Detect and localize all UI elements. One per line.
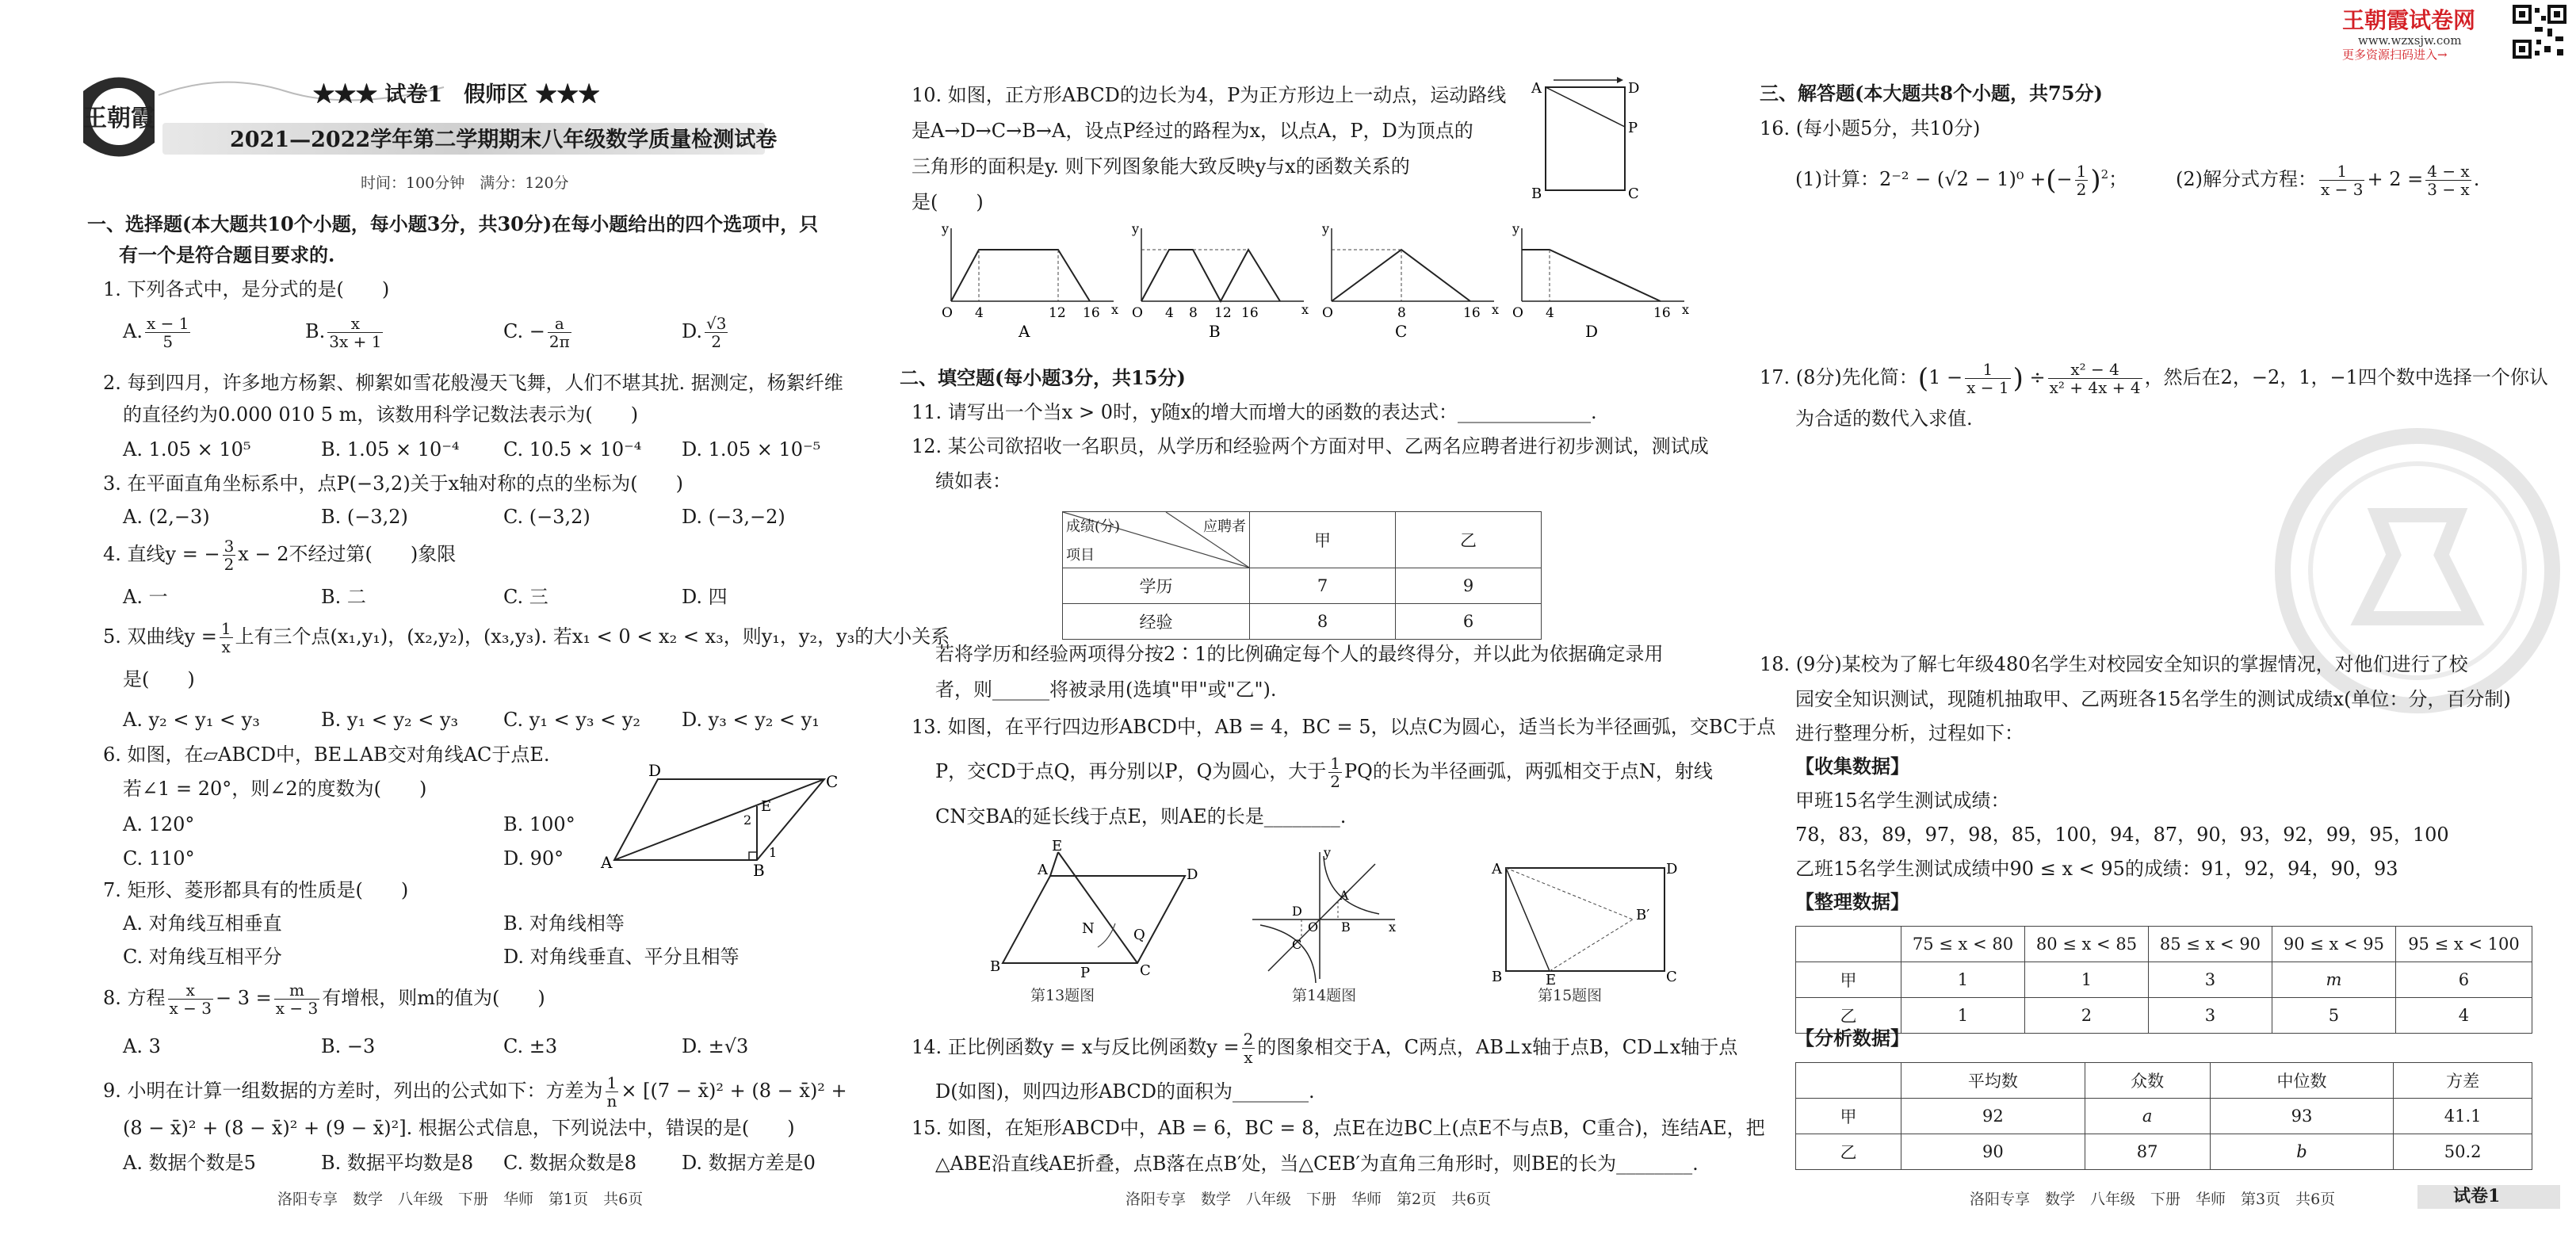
q10-graph-a xyxy=(941,221,1118,341)
q14-line2: D(如图)，则四边形ABCD的面积为________. xyxy=(935,1080,1315,1103)
section1-heading: 一、选择题(本大题共10个小题，每小题3分，共30分)在每小题给出的四个选项中，只 xyxy=(87,212,819,235)
table-cell: 甲 xyxy=(1796,1099,1901,1134)
q2-option-a: A. 1.05 × 10⁵ xyxy=(123,438,251,461)
table-row xyxy=(1796,1134,2532,1170)
svg-text:y: y xyxy=(1322,221,1330,236)
q6-line2: 若∠1 = 20°，则∠2的度数为( ) xyxy=(123,778,427,800)
table-cell: 41.1 xyxy=(2394,1099,2532,1134)
table-row xyxy=(1796,962,2532,998)
table-header-cell: 平均数 xyxy=(1901,1063,2085,1099)
q12-corner-score: 成绩(分) xyxy=(1066,518,1121,535)
svg-text:C: C xyxy=(826,772,839,791)
table-cell: m xyxy=(2272,962,2395,998)
q8-option-b: B. −3 xyxy=(321,1035,376,1057)
fig13-parallelogram xyxy=(979,838,1198,987)
fig14-graph xyxy=(1244,844,1403,987)
q12-table-corner xyxy=(1063,512,1250,568)
q2-option-c: C. 10.5 × 10⁻⁴ xyxy=(503,438,642,461)
q11-text: 11. 请写出一个当x > 0时，y随x的增大而增大的函数的表达式：______________. xyxy=(912,401,1597,423)
q18-analyze-table xyxy=(1795,1062,2532,1170)
q6-parallelogram-figure xyxy=(594,761,840,880)
svg-text:12: 12 xyxy=(1049,305,1066,321)
table-header-row xyxy=(1796,1063,2532,1099)
svg-text:4: 4 xyxy=(975,305,984,321)
q14-line1: 14. 正比例函数y = x与反比例函数y = $\frac{2}{x}$ 的图象相交于A，C两点，AB⊥x轴于点B，CD⊥x轴于点 xyxy=(912,1030,1738,1067)
q12-col-yi: 乙 xyxy=(1396,512,1542,568)
exam-meta: 时间：100分钟 满分：120分 xyxy=(361,174,569,192)
svg-text:y: y xyxy=(1324,845,1332,860)
svg-text:x: x xyxy=(1301,302,1309,317)
q12-corner-item: 项目 xyxy=(1066,547,1095,564)
q12-row-experience: 经验 xyxy=(1063,604,1250,640)
q18-line2: 园安全知识测试，现随机抽取甲、乙两班各15名学生的测试成绩x(单位：分，百分制) xyxy=(1795,688,2511,710)
fig14-caption: 第14题图 xyxy=(1292,987,1357,1004)
q18-collect-2: 78，83，89，97，98，85，100，94，87，90，93，92，99，95，100 xyxy=(1795,824,2449,846)
table-cell xyxy=(1796,927,1901,962)
q15-line2: △ABE沿直线AE折叠，点B落在点B′处，当△CEB′为直角三角形时，则BE的长为________. xyxy=(935,1153,1699,1175)
q18-collect-3: 乙班15名学生测试成绩中90 ≤ x < 95的成绩：91，92，94，90，93 xyxy=(1795,858,2398,880)
q10-graph-d xyxy=(1512,221,1689,341)
q10-graph-b xyxy=(1131,221,1309,341)
q12-corner-applicant: 应聘者 xyxy=(1203,518,1246,535)
q9-line1: 9. 小明在计算一组数据的方差时，列出的公式如下：方差为 $\frac{1}{n}$ × [(7 − x̄)² + (8 − x̄)² + xyxy=(103,1073,847,1111)
q18-organize-heading: 【整理数据】 xyxy=(1795,890,1909,913)
footer-page-3: 洛阳专享 数学 八年级 下册 华师 第3页 共6页 xyxy=(1970,1191,2336,1208)
svg-text:B: B xyxy=(1492,969,1503,985)
table-cell: 1 xyxy=(2024,962,2148,998)
q16-part1: (1)计算：2⁻² − (√2 − 1)⁰ +(− $\frac{1}{2}$ )$^2$； xyxy=(1795,162,2128,199)
fig13-caption: 第13题图 xyxy=(1030,987,1095,1004)
q6-option-c: C. 110° xyxy=(123,847,195,870)
table-row xyxy=(1063,604,1542,640)
q15-line1: 15. 如图，在矩形ABCD中，AB = 6，BC = 8，点E在边BC上(点E不与点B，C重合)，连结AE，把 xyxy=(912,1117,1765,1139)
q3-option-d: D. (−3,−2) xyxy=(682,506,785,528)
q9-option-b: B. 数据平均数是8 xyxy=(321,1152,474,1174)
svg-text:D: D xyxy=(1292,904,1302,919)
table-header-cell: 方差 xyxy=(2394,1063,2532,1099)
paper-tag: 试卷1 xyxy=(2453,1186,2501,1206)
table-cell: 甲 xyxy=(1796,962,1901,998)
q12-line1: 12. 某公司欲招收一名职员，从学历和经验两个方面对甲、乙两名应聘者进行初步测试，测试成 xyxy=(912,435,1709,457)
exam-label: ★★★ 试卷1 假师区 ★★★ xyxy=(313,82,600,107)
svg-text:16: 16 xyxy=(1463,305,1481,321)
svg-text:O: O xyxy=(1322,305,1333,321)
table-cell: 6 xyxy=(2395,962,2532,998)
svg-text:12: 12 xyxy=(1214,305,1232,321)
q9-option-c: C. 数据众数是8 xyxy=(503,1152,637,1174)
table-cell: 乙 xyxy=(1796,998,1901,1034)
svg-text:16: 16 xyxy=(1241,305,1259,321)
svg-text:P: P xyxy=(1080,965,1091,981)
q8-stem: 8. 方程 $\frac{x}{x - 3}$ − 3 = $\frac{m}{x - 3}$ 有增根，则m的值为( ) xyxy=(103,981,545,1018)
q1-option-b: B. $\frac{x}{3x + 1}$ xyxy=(305,314,382,351)
table-header-cell: 90 ≤ x < 95 xyxy=(2272,927,2395,962)
table-cell: 6 xyxy=(1396,604,1542,640)
q10-option-graphs xyxy=(935,222,1696,341)
q13-line1: 13. 如图，在平行四边形ABCD中，AB = 4，BC = 5，以点C为圆心，适当长为半径画弧，交BC于点 xyxy=(912,716,1776,738)
q18-line1: 18. (9分)某校为了解七年级480名学生对校园安全知识的掌握情况，对他们进行了校 xyxy=(1760,653,2468,675)
q2-line1: 2. 每到四月，许多地方杨絮、柳絮如雪花般漫天飞舞，人们不堪其扰. 据测定，杨絮纤维 xyxy=(103,372,843,394)
q10-graph-c xyxy=(1321,221,1499,341)
q7-stem: 7. 矩形、菱形都具有的性质是( ) xyxy=(103,879,409,901)
table-cell: 乙 xyxy=(1796,1134,1901,1170)
svg-text:x: x xyxy=(1389,919,1397,935)
q6-line1: 6. 如图，在▱ABCD中，BE⊥AB交对角线AC于点E. xyxy=(103,744,550,766)
svg-text:P: P xyxy=(1628,120,1638,136)
svg-text:x: x xyxy=(1111,302,1119,317)
footer-page-2: 洛阳专享 数学 八年级 下册 华师 第2页 共6页 xyxy=(1126,1191,1492,1208)
footer-page-1: 洛阳专享 数学 八年级 下册 华师 第1页 共6页 xyxy=(277,1191,644,1208)
table-row xyxy=(1063,568,1542,604)
q5-line1: 5. 双曲线y = $\frac{1}{x}$ 上有三个点(x₁,y₁)，(x₂,y₂)，(x₃,y₃). 若x₁ < 0 < x₂ < x₃，则y₁，y₂，y₃的大小关系 xyxy=(103,619,950,656)
q18-line3: 进行整理分析，过程如下： xyxy=(1795,722,2024,744)
q17-line2: 为合适的数代入求值. xyxy=(1795,407,1973,430)
q12-col-jia: 甲 xyxy=(1250,512,1396,568)
q2-line2: 的直径约为0.000 010 5 m，该数用科学记数法表示为( ) xyxy=(123,403,639,426)
q16-part2: (2)解分式方程： $\frac{1}{x - 3}$ + 2 = $\frac{4 - x}{3 - x}$ . xyxy=(2176,162,2480,199)
table-row xyxy=(1796,1099,2532,1134)
svg-text:B: B xyxy=(1341,919,1351,935)
section2-heading: 二、填空题(每小题3分，共15分) xyxy=(900,366,1186,389)
table-cell: a xyxy=(2085,1099,2210,1134)
q18-collect-1: 甲班15名学生测试成绩： xyxy=(1795,789,2010,812)
q10-graph-d-label: D xyxy=(1585,322,1599,341)
q7-option-d: D. 对角线垂直、平分且相等 xyxy=(503,946,740,968)
q10-line4: 是( ) xyxy=(912,191,984,213)
q9-line2: (8 − x̄)² + (8 − x̄)² + (9 − x̄)²]. 根据公式信息，下列说法中，错误的是( ) xyxy=(123,1117,795,1139)
fig15-caption: 第15题图 xyxy=(1538,987,1603,1004)
svg-text:E: E xyxy=(1546,972,1557,988)
q10-graph-c-label: C xyxy=(1395,322,1408,341)
svg-text:A: A xyxy=(1038,862,1048,878)
table-header-cell: 80 ≤ x < 85 xyxy=(2024,927,2148,962)
svg-text:A: A xyxy=(1531,80,1542,97)
svg-text:16: 16 xyxy=(1653,305,1671,321)
svg-text:C: C xyxy=(1140,962,1151,979)
section3-heading: 三、解答题(本大题共8个小题，共75分) xyxy=(1760,82,2103,105)
q10-square-figure xyxy=(1530,75,1641,202)
q16-stem: 16. (每小题5分，共10分) xyxy=(1760,117,1981,140)
site-url: www.wzxsjw.com xyxy=(2358,33,2462,48)
table-cell: 90 xyxy=(1901,1134,2085,1170)
q12-score-table xyxy=(1062,511,1542,640)
q10-line3: 三角形的面积是y. 则下列图象能大致反映y与x的函数关系的 xyxy=(912,155,1410,178)
table-header-cell: 中位数 xyxy=(2210,1063,2394,1099)
table-cell: 5 xyxy=(2272,998,2395,1034)
q1-stem: 1. 下列各式中，是分式的是( ) xyxy=(103,278,390,300)
q12-line2: 绩如表： xyxy=(935,470,1011,492)
q9-option-d: D. 数据方差是0 xyxy=(682,1152,816,1174)
svg-text:O: O xyxy=(1512,305,1523,321)
svg-text:A: A xyxy=(601,853,613,872)
site-name: 王朝霞试卷网 xyxy=(2342,7,2476,33)
q4-option-c: C. 三 xyxy=(503,586,548,608)
q18-organize-table xyxy=(1795,926,2532,1034)
svg-text:y: y xyxy=(942,221,950,236)
table-cell: 50.2 xyxy=(2394,1134,2532,1170)
svg-text:E: E xyxy=(1052,838,1063,854)
svg-text:8: 8 xyxy=(1397,305,1406,321)
svg-text:2: 2 xyxy=(743,812,752,828)
q5-option-d: D. y₃ < y₂ < y₁ xyxy=(682,709,820,731)
svg-text:x: x xyxy=(1682,302,1690,317)
page-3 xyxy=(1720,0,2570,1254)
svg-text:D: D xyxy=(1628,80,1640,97)
svg-text:O: O xyxy=(942,305,953,321)
q7-option-a: A. 对角线互相垂直 xyxy=(123,912,282,935)
table-cell: 3 xyxy=(2148,998,2272,1034)
table-cell: b xyxy=(2210,1134,2394,1170)
svg-text:O: O xyxy=(1132,305,1143,321)
svg-text:E: E xyxy=(761,798,772,815)
q5-option-a: A. y₂ < y₁ < y₃ xyxy=(123,709,260,731)
svg-text:D: D xyxy=(648,761,662,780)
page-2 xyxy=(860,0,1776,1254)
svg-text:A: A xyxy=(1340,888,1349,903)
q3-stem: 3. 在平面直角坐标系中，点P(−3,2)关于x轴对称的点的坐标为( ) xyxy=(103,472,683,495)
svg-text:B: B xyxy=(1531,185,1542,202)
svg-text:4: 4 xyxy=(1546,305,1554,321)
svg-text:1: 1 xyxy=(769,845,778,860)
q17-line1: 17. (8分)先化简：(1 − $\frac{1}{x - 1}$ ) ÷ $\frac{\text{x² − 4}}{\text{x² + 4x + 4}}$ ，然后在2，−2，1，−1四个数中选择一个你认 xyxy=(1760,360,2548,397)
table-cell: 4 xyxy=(2395,998,2532,1034)
q10-graph-a-label: A xyxy=(1019,322,1030,341)
logo-text: 王朝霞 xyxy=(83,105,155,132)
q10-graph-b-label: B xyxy=(1209,322,1221,341)
svg-text:N: N xyxy=(1082,920,1095,937)
svg-text:C: C xyxy=(1292,937,1302,952)
fig15-rectangle xyxy=(1490,856,1680,987)
brand-logo xyxy=(75,67,162,170)
q6-option-d: D. 90° xyxy=(503,847,564,870)
svg-text:y: y xyxy=(1132,221,1140,236)
svg-text:Q: Q xyxy=(1133,927,1145,943)
svg-text:O: O xyxy=(1308,919,1319,935)
table-cell: 1 xyxy=(1901,962,2025,998)
q10-line2: 是A→D→C→B→A，设点P经过的路程为x，以点A，P，D为顶点的 xyxy=(912,120,1473,142)
q9-option-a: A. 数据个数是5 xyxy=(123,1152,256,1174)
page-1 xyxy=(0,0,950,1254)
q5-option-c: C. y₁ < y₃ < y₂ xyxy=(503,709,641,731)
q18-analyze-heading: 【分析数据】 xyxy=(1795,1027,1909,1049)
q10-line1: 10. 如图，正方形ABCD的边长为4，P为正方形边上一动点，运动路线 xyxy=(912,84,1507,106)
q7-option-c: C. 对角线互相平分 xyxy=(123,946,282,968)
table-header-cell: 众数 xyxy=(2085,1063,2210,1099)
q12-line3: 若将学历和经验两项得分按2∶1的比例确定每个人的最终得分，并以此为依据确定录用 xyxy=(935,643,1664,665)
q6-option-a: A. 120° xyxy=(123,813,195,835)
table-cell: 92 xyxy=(1901,1099,2085,1134)
table-cell: 8 xyxy=(1250,604,1396,640)
svg-text:8: 8 xyxy=(1189,305,1198,321)
q18-collect-heading: 【收集数据】 xyxy=(1795,755,1909,778)
q4-option-d: D. 四 xyxy=(682,586,728,608)
q13-line2: P，交CD于点Q，再分别以P，Q为圆心，大于 $\frac{1}{2}$ PQ的长为半径画弧，两弧相交于点N，射线 xyxy=(935,754,1713,791)
q5-option-b: B. y₁ < y₂ < y₃ xyxy=(321,709,459,731)
svg-text:y: y xyxy=(1512,221,1520,236)
site-tagline: 更多资源扫码进入→ xyxy=(2342,48,2448,62)
q2-option-b: B. 1.05 × 10⁻⁴ xyxy=(321,438,460,461)
svg-text:4: 4 xyxy=(1165,305,1174,321)
table-cell: 1 xyxy=(1901,998,2025,1034)
q3-option-a: A. (2,−3) xyxy=(123,506,210,528)
q6-option-b: B. 100° xyxy=(503,813,575,835)
table-cell: 93 xyxy=(2210,1099,2394,1134)
svg-text:D: D xyxy=(1666,861,1678,877)
q4-stem: 4. 直线y = − $\frac{3}{2}$ x − 2不经过第( )象限 xyxy=(103,537,457,574)
table-cell: 3 xyxy=(2148,962,2272,998)
svg-text:B′: B′ xyxy=(1636,907,1650,923)
table-cell: 2 xyxy=(2024,998,2148,1034)
section1-heading-cont: 有一个是符合题目要求的. xyxy=(119,243,335,266)
q4-option-b: B. 二 xyxy=(321,586,366,608)
table-header-cell: 95 ≤ x < 100 xyxy=(2395,927,2532,962)
svg-text:C: C xyxy=(1666,969,1677,985)
q12-row-education: 学历 xyxy=(1063,568,1250,604)
q1-option-d: D. $\frac{√3}{2}$ xyxy=(682,314,727,351)
q13-line3: CN交BA的延长线于点E，则AE的长是________. xyxy=(935,805,1347,828)
q3-option-b: B. (−3,2) xyxy=(321,506,408,528)
svg-text:A: A xyxy=(1492,861,1502,877)
q8-option-c: C. ±3 xyxy=(503,1035,558,1057)
qr-code-icon[interactable] xyxy=(2513,5,2566,59)
q1-option-c: C. − $\frac{a}{2\pi}$ xyxy=(503,314,570,351)
table-cell: 7 xyxy=(1250,568,1396,604)
svg-text:16: 16 xyxy=(1083,305,1100,321)
table-header-row xyxy=(1796,927,2532,962)
q7-option-b: B. 对角线相等 xyxy=(503,912,625,935)
table-cell: 87 xyxy=(2085,1134,2210,1170)
table-header-cell: 85 ≤ x < 90 xyxy=(2148,927,2272,962)
q12-line4: 者，则______将被录用(选填"甲"或"乙"). xyxy=(935,679,1277,701)
svg-text:B: B xyxy=(990,958,1001,975)
table-cell: 9 xyxy=(1396,568,1542,604)
svg-text:D: D xyxy=(1187,866,1198,883)
q8-option-a: A. 3 xyxy=(123,1035,161,1057)
q5-line2: 是( ) xyxy=(123,668,195,690)
q8-option-d: D. ±√3 xyxy=(682,1035,749,1057)
table-cell xyxy=(1796,1063,1901,1099)
q2-option-d: D. 1.05 × 10⁻⁵ xyxy=(682,438,821,461)
svg-text:B: B xyxy=(753,861,765,880)
svg-text:x: x xyxy=(1492,302,1500,317)
q3-option-c: C. (−3,2) xyxy=(503,506,590,528)
exam-title: 2021—2022学年第二学期期末八年级数学质量检测试卷 xyxy=(230,128,778,152)
svg-text:C: C xyxy=(1628,185,1639,202)
q4-option-a: A. 一 xyxy=(123,586,168,608)
table-header-cell: 75 ≤ x < 80 xyxy=(1901,927,2025,962)
q1-option-a: A. $\frac{x - 1}{5}$ xyxy=(123,314,189,351)
